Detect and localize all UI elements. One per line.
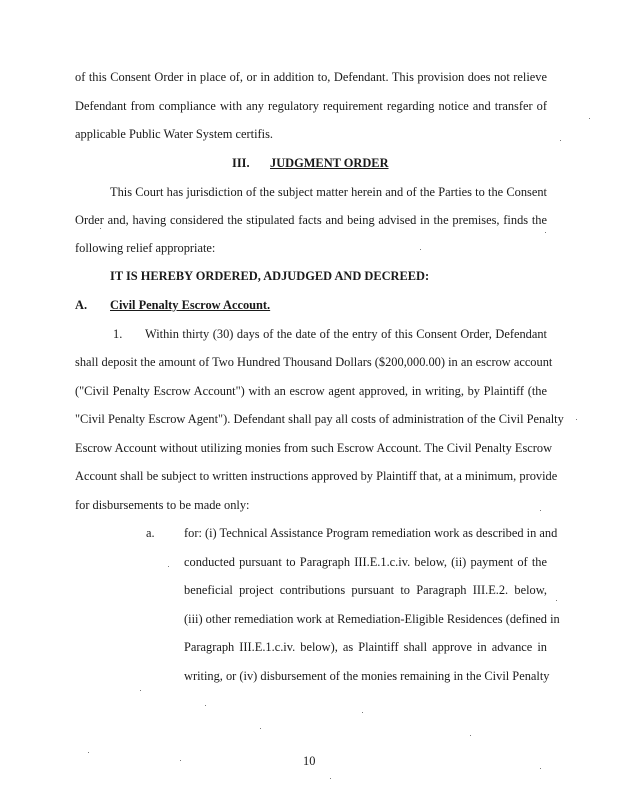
scan-speck [556, 600, 557, 601]
item-a-line-3: beneficial project contributions pursuant to Paragraph III.E.2. below, [184, 583, 547, 597]
paragraph-1-line-1: Within thirty (30) days of the date of the entry of this Consent Order, Defendant [145, 327, 547, 341]
intro-line-2: Defendant from compliance with any regulatory requirement regarding notice and transfer of [75, 99, 547, 113]
paragraph-1-line-7: for disbursements to be made only: [75, 498, 250, 512]
scan-speck [560, 140, 561, 141]
decree-heading: IT IS HEREBY ORDERED, ADJUDGED AND DECREED: [110, 269, 430, 283]
scan-speck [540, 510, 541, 511]
scan-speck [589, 118, 590, 119]
paragraph-1-line-6: Account shall be subject to written instructions approved by Plaintiff that, at a minimum, provide [75, 469, 558, 483]
scan-speck [576, 419, 577, 420]
item-a-line-2: conducted pursuant to Paragraph III.E.1.c.iv. below, (ii) payment of the [184, 555, 547, 569]
jurisdiction-line-3: following relief appropriate: [75, 241, 216, 255]
paragraph-number: 1. [113, 327, 123, 341]
scan-speck [205, 705, 206, 706]
subsection-letter: A. [75, 298, 88, 312]
paragraph-1-line-4: "Civil Penalty Escrow Agent"). Defendant shall pay all costs of administration of the Civil Penalty [75, 412, 564, 426]
scan-speck [420, 249, 421, 250]
item-a-line-4: (iii) other remediation work at Remediation-Eligible Residences (defined in [184, 612, 560, 626]
scan-speck [330, 778, 331, 779]
intro-line-3: applicable Public Water System certifis. [75, 127, 274, 141]
paragraph-1-line-5: Escrow Account without utilizing monies from such Escrow Account. The Civil Penalty Escrow [75, 441, 553, 455]
scan-speck [540, 768, 541, 769]
section-number: III. [232, 156, 250, 170]
item-a-line-1: for: (i) Technical Assistance Program remediation work as described in and [184, 526, 558, 540]
subsection-title: Civil Penalty Escrow Account. [110, 298, 271, 312]
scan-speck [180, 760, 181, 761]
paragraph-1-line-3: ("Civil Penalty Escrow Account") with an escrow agent approved, in writing, by Plaintiff (the [75, 384, 547, 398]
item-a-line-5: Paragraph III.E.1.c.iv. below), as Plaintiff shall approve in advance in [184, 640, 547, 654]
intro-line-1: of this Consent Order in place of, or in addition to, Defendant. This provision does not relieve [75, 70, 547, 84]
scan-speck [362, 712, 363, 713]
scan-speck [470, 735, 471, 736]
item-a-letter: a. [146, 526, 155, 540]
scan-speck [545, 232, 546, 233]
scan-speck [140, 690, 141, 691]
item-a-line-6: writing, or (iv) disbursement of the monies remaining in the Civil Penalty [184, 669, 550, 683]
scan-speck [100, 228, 101, 229]
jurisdiction-line-2: Order and, having considered the stipulated facts and being advised in the premises, finds the [75, 213, 547, 227]
scan-speck [168, 566, 169, 567]
section-title: JUDGMENT ORDER [270, 156, 389, 170]
scan-speck [260, 728, 261, 729]
jurisdiction-line-1: This Court has jurisdiction of the subject matter herein and of the Parties to the Consent [110, 185, 547, 199]
scan-speck [88, 752, 89, 753]
page-number: 10 [303, 754, 316, 768]
paragraph-1-line-2: shall deposit the amount of Two Hundred Thousand Dollars ($200,000.00) in an escrow account [75, 355, 553, 369]
